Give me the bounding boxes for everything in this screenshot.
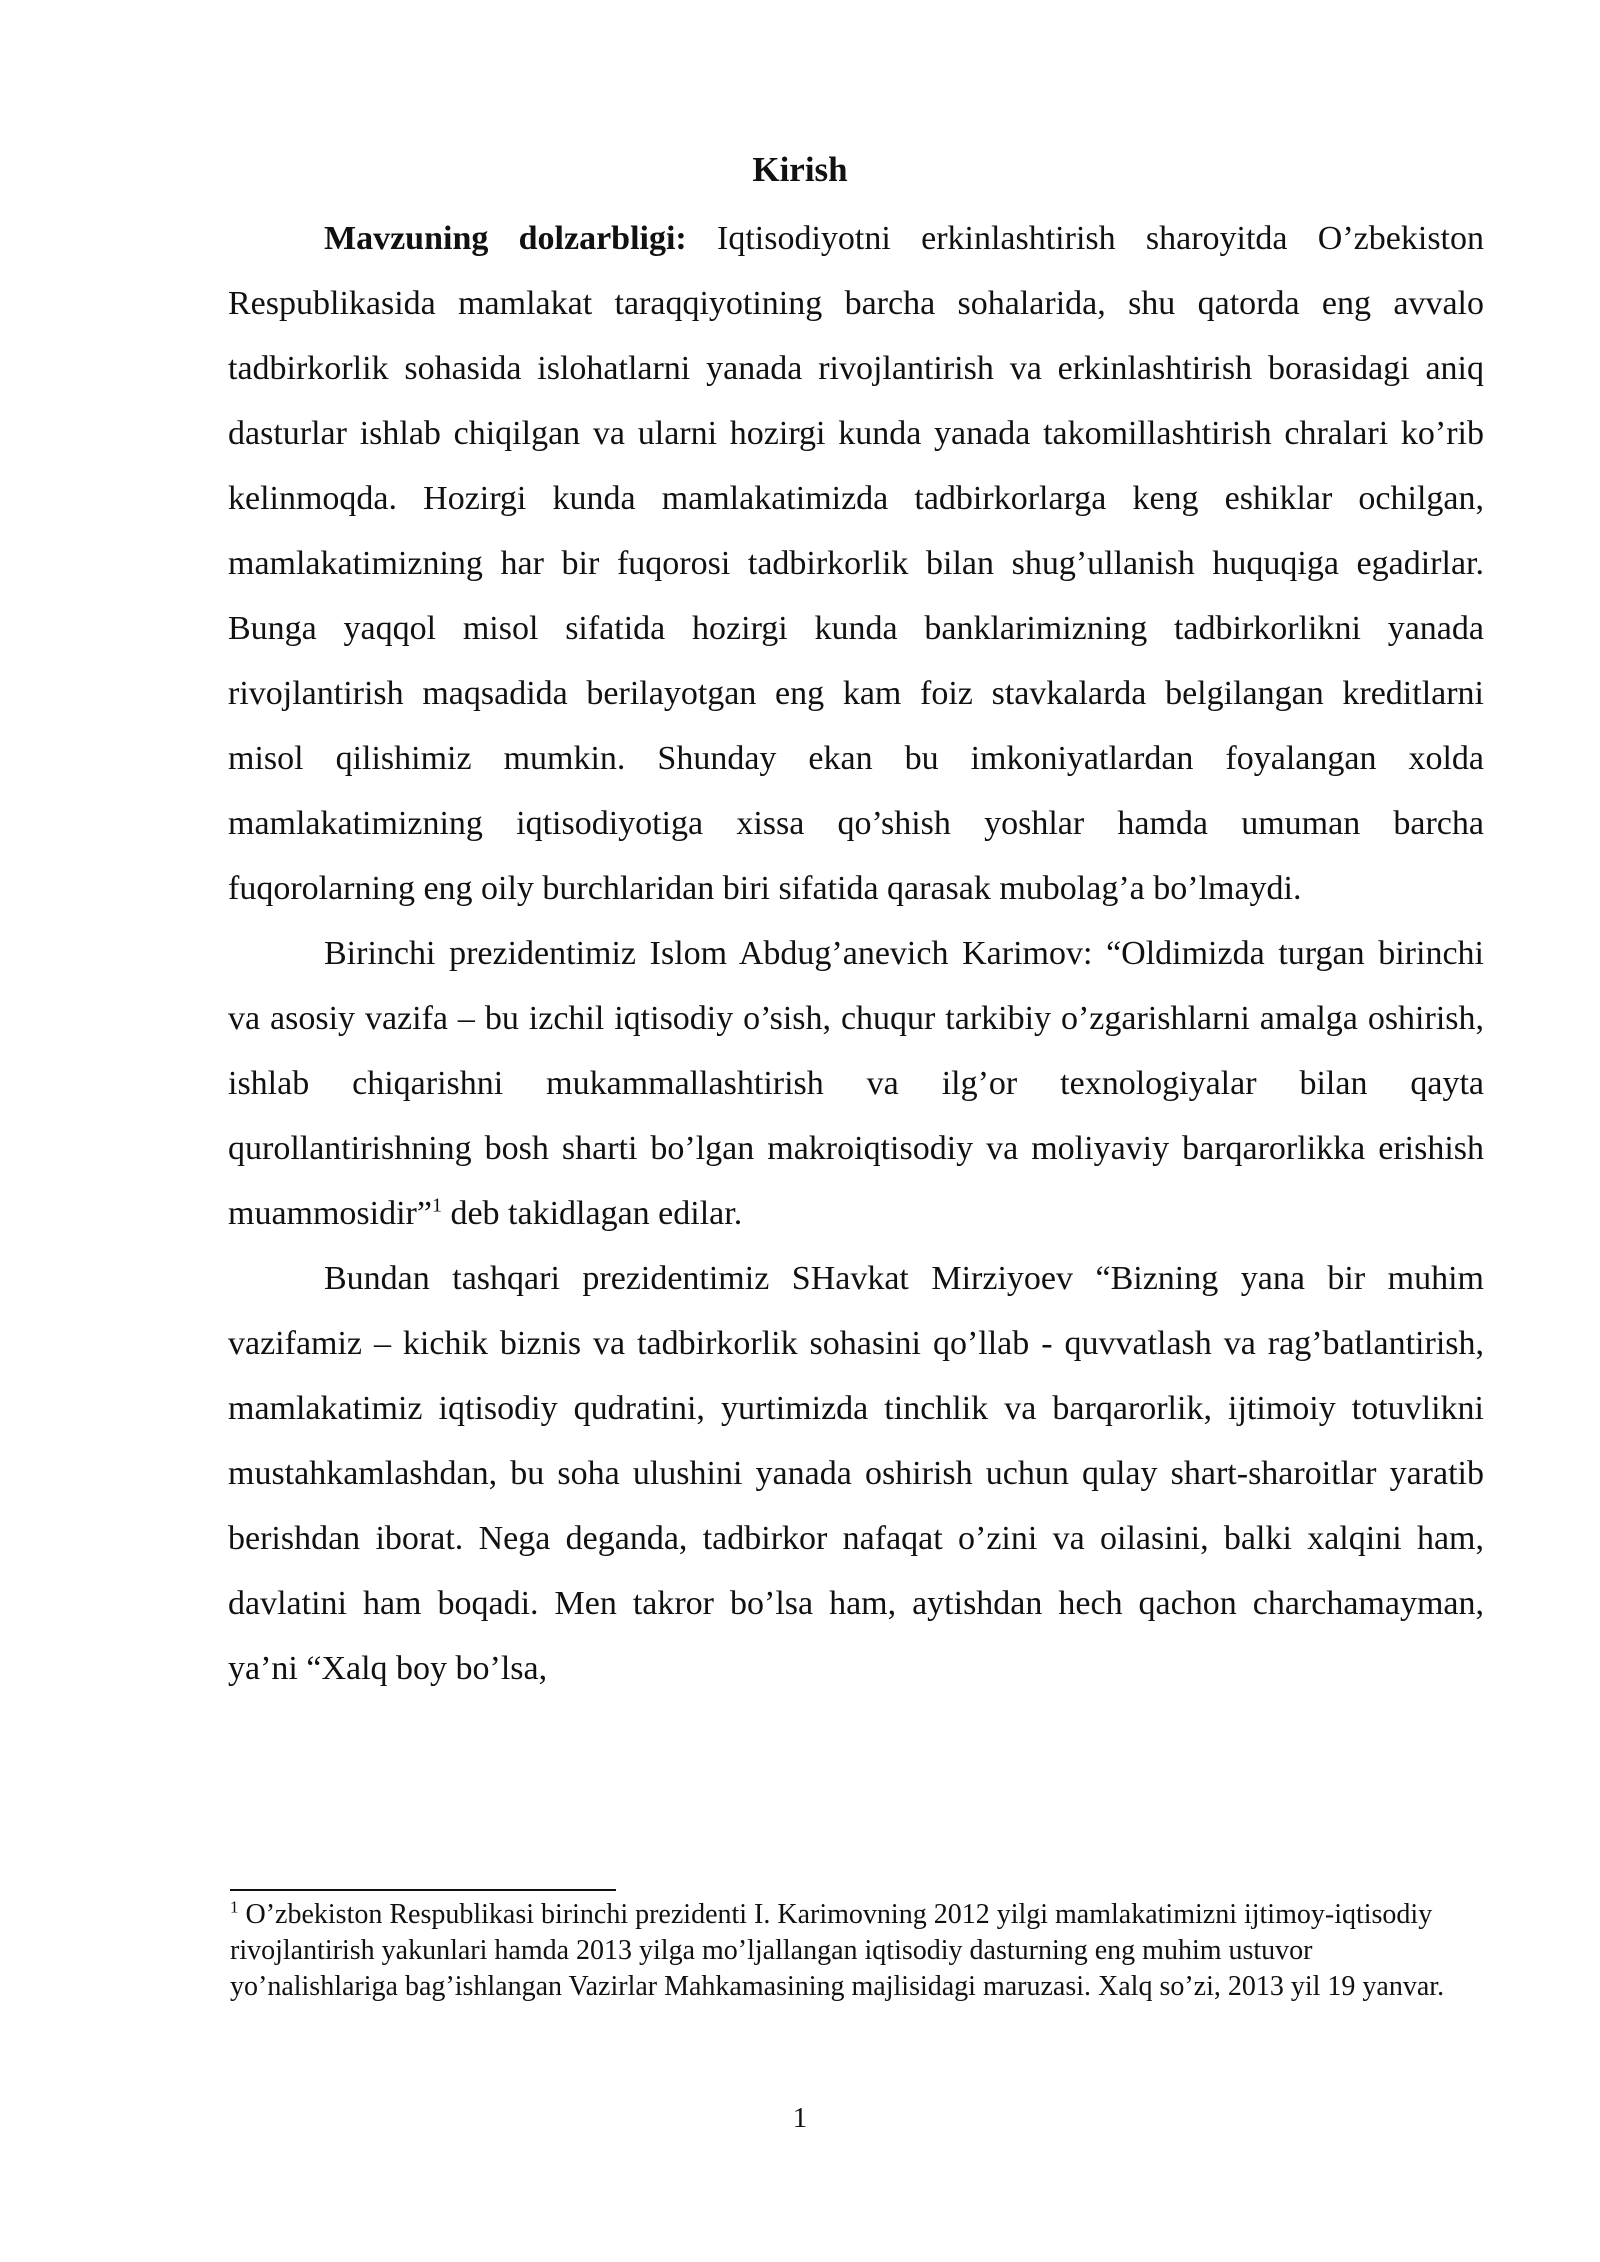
footnote-number: 1 <box>230 1897 239 1917</box>
paragraph-1-text: Iqtisodiyotni erkinlashtirish sharoyitda O’zbekiston Respublikasida mamlakat taraqqiyotining barcha sohalarida, shu qatorda eng avvalo tadbirkorlik sohasida islohatlarni yanada rivojlantirish va erkinlashtirish borasidagi aniq dasturlar ishlab chiqilgan va ularni hozirgi kunda yanada takomillashtirish chralari ko’rib kelinmoqda. Hozirgi kunda mamlakatimizda tadbirkorlarga keng eshiklar ochilgan, mamlakatimizning har bir fuqorosi tadbirkorlik bilan shug’ullanish huquqiga egadirlar. Bunga yaqqol misol sifatida hozirgi kunda banklarimizning tadbirkorlikni yanada rivojlantirish maqsadida berilayotgan eng kam foiz stavkalarda belgilangan kreditlarni misol qilishimiz mumkin. Shunday ekan bu imkoniyatlardan foyalangan xolda mamlakatimizning iqtisodiyotiga xissa qo’shish yoshlar hamda umuman barcha fuqorolarning eng oily burchlaridan biri sifatida qarasak mubolag’a bo’lmaydi. <box>228 220 1484 907</box>
paragraph-2 <box>228 921 1484 1246</box>
paragraph-2-text: Birinchi prezidentimiz Islom Abdug’anevich Karimov: “Oldimizda turgan birinchi va asosiy vazifa – bu izchil iqtisodiy o’sish, chuqur tarkibiy o’zgarishlarni amalga oshirish, ishlab chiqarishni mukammallashtirish va ilg’or texnologiyalar bilan qayta qurollantirishning bosh sharti bo’lgan makroiqtisodiy va moliyaviy barqarorlikka erishish muammosidir” <box>228 935 1484 1232</box>
paragraph-lead-heading: Mavzuning dolzarbligi: <box>324 220 687 257</box>
paragraph-3 <box>228 1246 1484 1701</box>
section-title: Kirish <box>752 150 848 189</box>
paragraph-2-text-after: deb takidlagan edilar. <box>441 1195 743 1232</box>
footnote-separator <box>230 1889 616 1891</box>
paragraph-1 <box>228 206 1484 921</box>
paragraph-3-text: Bundan tashqari prezidentimiz SHavkat Mirziyoev “Bizning yana bir muhim vazifamiz – kichik biznis va tadbirkorlik sohasini qo’llab - quvvatlash va rag’batlantirish, mamlakatimiz iqtisodiy qudratini, yurtimizda tinchlik va barqarorlik, ijtimoiy totuvlikni mustahkamlashdan, bu soha ulushini yanada oshirish uchun qulay shart-sharoitlar yaratib berishdan iborat. Nega deganda, tadbirkor nafaqat o’zini va oilasini, balki xalqini ham, davlatini ham boqadi. Men takror bo’lsa ham, aytishdan hech qachon charchamayman, ya’ni “Xalq boy bo’lsa, <box>228 1260 1484 1687</box>
body-text <box>228 206 1484 1701</box>
page-number: 1 <box>792 2102 808 2134</box>
footnote <box>230 1897 1484 2005</box>
footnote-reference[interactable]: 1 <box>431 1194 442 1217</box>
footnote-text: O’zbekiston Respublikasi birinchi prezidenti I. Karimovning 2012 yilgi mamlakatimizni ijtimoy-iqtisodiy rivojlantirish yakunlari hamda 2013 yilga mo’ljallangan iqtisodiy dasturning eng muhim ustuvor yo’nalishlariga bag’ishlangan Vazirlar Mahkamasining majlisidagi maruzasi. Xalq so’zi, 2013 yil 19 yanvar. <box>230 1899 1445 2002</box>
